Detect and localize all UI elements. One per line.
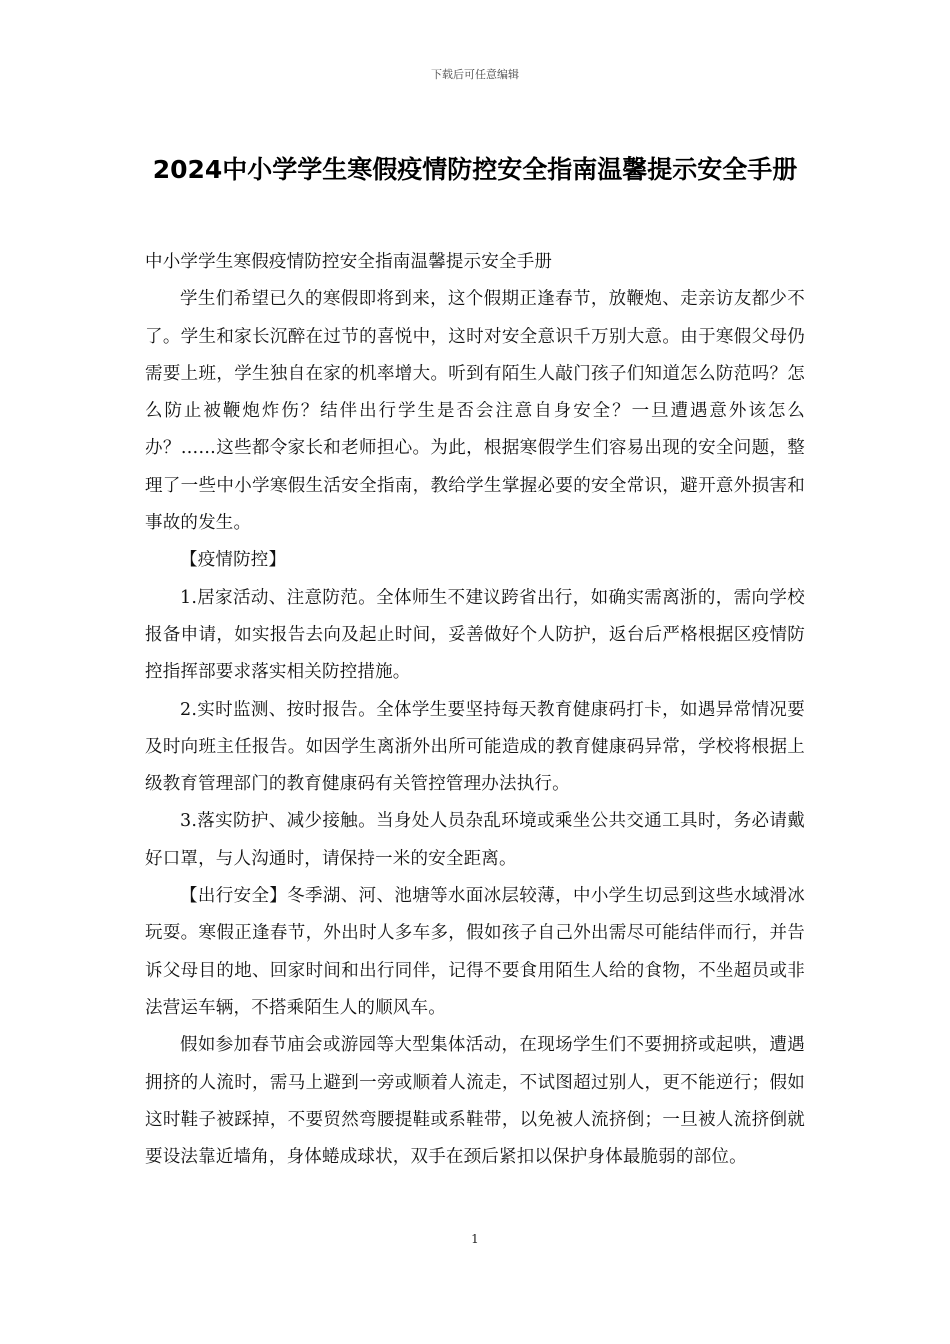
subtitle: 中小学学生寒假疫情防控安全指南温馨提示安全手册 xyxy=(145,252,553,272)
document-title: 2024中小学学生寒假疫情防控安全指南温馨提示安全手册 xyxy=(152,155,798,184)
epidemic-item-2: 2.实时监测、按时报告。全体学生要坚持每天教育健康码打卡，如遇异常情况要及时向班主任报告。如因学生离浙外出所可能造成的教育健康码异常，学校将根据上级教育管理部门的教育健康码有关管控管理办法执行。 xyxy=(145,699,805,795)
section-heading-epidemic: 【疫情防控】 xyxy=(180,550,287,571)
crowd-safety-paragraph: 假如参加春节庙会或游园等大型集体活动，在现场学生们不要拥挤或起哄，遭遇拥挤的人流时，需马上避到一旁或顺着人流走，不试图超过别人，更不能逆行；假如这时鞋子被踩掉，不要贸然弯腰提鞋或系鞋带，以免被人流挤倒；一旦被人流挤倒就要设法靠近墙角，身体蜷成球状，双手在颈后紧扣以保护身体最脆弱的部位。 xyxy=(145,1035,805,1168)
travel-safety-paragraph: 【出行安全】冬季湖、河、池塘等水面冰层较薄，中小学生切忌到这些水域滑冰玩耍。寒假正逢春节，外出时人多车多，假如孩子自己外出需尽可能结伴而行，并告诉父母目的地、回家时间和出行同伴，记得不要食用陌生人给的食物，不坐超员或非法营运车辆，不搭乘陌生人的顺风车。 xyxy=(145,886,805,1018)
epidemic-item-1: 1.居家活动、注意防范。全体师生不建议跨省出行，如确实需离浙的，需向学校报备申请，如实报告去向及起止时间，妥善做好个人防护，返台后严格根据区疫情防控指挥部要求落实相关防控措施。 xyxy=(145,587,805,683)
intro-paragraph: 学生们希望已久的寒假即将到来，这个假期正逢春节，放鞭炮、走亲访友都少不了。学生和家长沉醉在过节的喜悦中，这时对安全意识千万别大意。由于寒假父母仍需要上班，学生独自在家的机率增大。听到有陌生人敲门孩子们知道怎么防范吗？怎么防止被鞭炮炸伤？结伴出行学生是否会注意自身安全？一旦遭遇意外该怎么办？……这些都令家长和老师担心。为此，根据寒假学生们容易出现的安全问题，整理了一些中小学寒假生活安全指南，教给学生掌握必要的安全常识，避开意外损害和事故的发生。 xyxy=(145,289,805,534)
header-note: 下载后可任意编辑 xyxy=(431,68,519,81)
epidemic-item-3: 3.落实防护、减少接触。当身处人员杂乱环境或乘坐公共交通工具时，务必请戴好口罩，与人沟通时，请保持一米的安全距离。 xyxy=(145,811,805,869)
page-number: 1 xyxy=(471,1232,479,1246)
document-body xyxy=(145,244,805,1176)
